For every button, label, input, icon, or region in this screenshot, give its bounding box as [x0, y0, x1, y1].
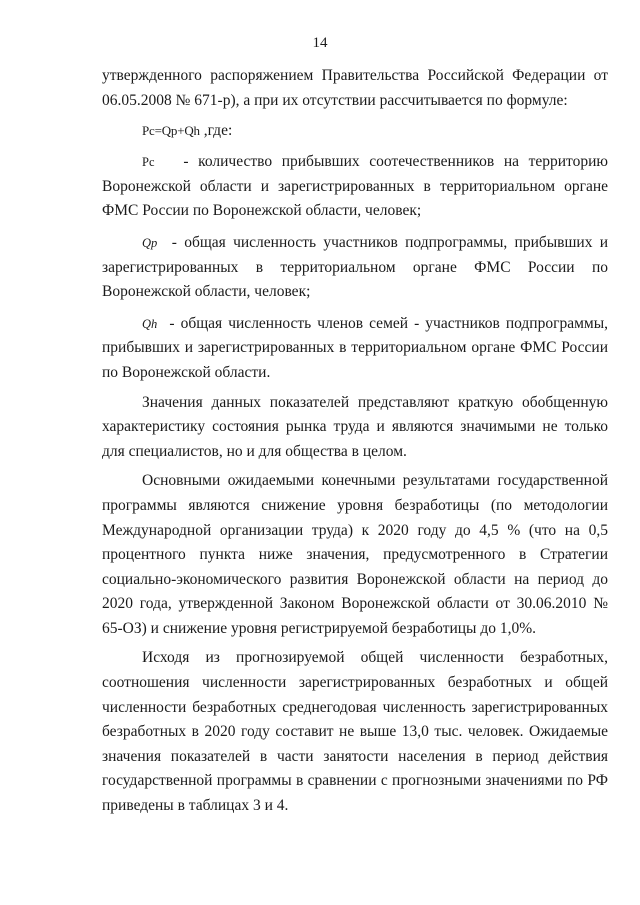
intro-paragraph: утвержденного распоряжением Правительства Российской Федерации от 06.05.2008 № 671-р), а при их отсутствии рассчитывается по формуле:: [102, 67, 608, 109]
definition-dash: -: [183, 153, 189, 171]
definition-dash: -: [171, 233, 177, 251]
formula-suffix: ,где:: [203, 122, 233, 140]
results-paragraph: Основными ожидаемыми конечными результатами государственной программы являются снижение уровня безработицы (по методологии Международной организации труда) к 2020 году до 4,5 % (что на 0,5 процентного пункта ниже значения, предусмотренного в Стратегии социально-экономического развития Воронежской области на период до 2020 года, утвержденной Законом Воронежской области от 30.06.2010 № 65-ОЗ) и снижение уровня регистрируемой безработицы до 1,0%.: [102, 472, 608, 637]
forecast-paragraph: Исходя из прогнозируемой общей численности безработных, соотношения численности зарегистрированных безработных и общей численности безработных среднегодовая численность зарегистрированных безработных в 2020 году составит не выше 13,0 тыс. человек. Ожидаемые значения показателей в части занятости населения в период действия государственной программы в сравнении с прогнозными значениями по РФ приведены в таблицах 3 и 4.: [102, 649, 608, 815]
definition-symbol: Qh: [142, 316, 158, 331]
indicators-paragraph: Значения данных показателей представляют краткую обобщенную характеристику состояния рынка труда и являются значимыми не только для специалистов, но и для общества в целом.: [102, 393, 608, 460]
document-body: [102, 64, 608, 819]
definition-rc: [102, 150, 608, 224]
page-number: 14: [312, 35, 328, 51]
formula-line: [102, 119, 608, 143]
definition-qp: [102, 231, 608, 305]
definition-symbol: Рс: [142, 155, 155, 170]
definition-qh: [102, 312, 608, 386]
definition-symbol: Qp: [142, 235, 158, 250]
formula: Рс=Qp+Qh: [142, 123, 200, 139]
definition-text: общая численность участников подпрограммы, прибывших и зарегистрированных в территориальном органе ФМС России по Воронежской области, человек;: [102, 233, 609, 301]
definition-text: общая численность членов семей - участников подпрограммы, прибывших и зарегистрированных в территориальном органе ФМС России по Воронежской области.: [102, 314, 608, 381]
definition-dash: -: [169, 314, 175, 332]
definition-text: количество прибывших соотечественников на территорию Воронежской области и зарегистрированных в территориальном органе ФМС России по Воронежской области, человек;: [102, 153, 609, 220]
